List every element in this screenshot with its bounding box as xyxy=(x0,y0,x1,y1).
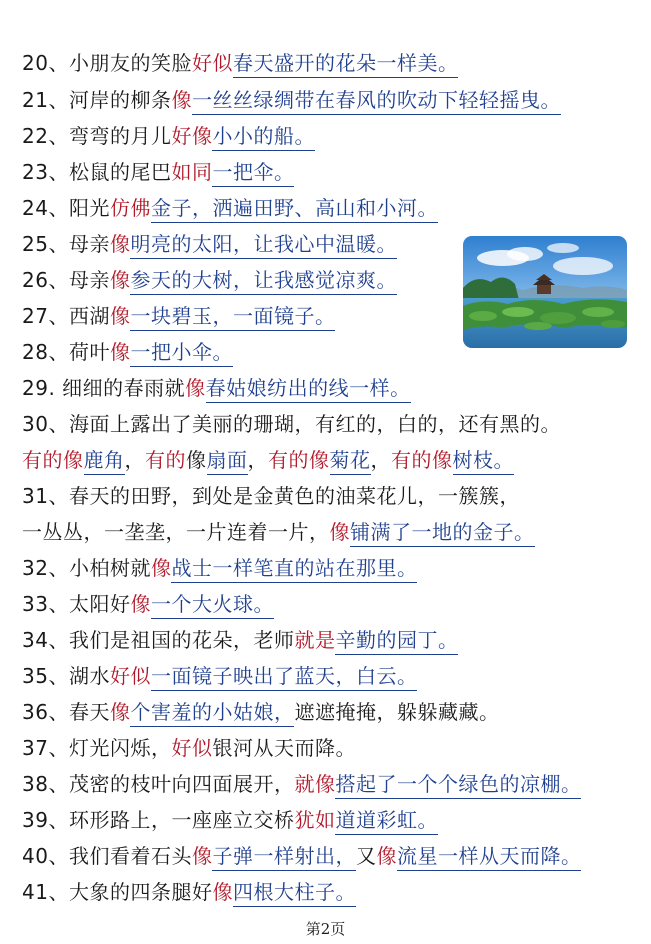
sentence-39: 39、环形路上，一座座立交桥犹如道道彩虹。 xyxy=(22,805,438,835)
sentence-25: 25、母亲像明亮的太阳，让我心中温暖。 xyxy=(22,229,397,259)
sentence-20: 20、小朋友的笑脸好似春天盛开的花朵一样美。 xyxy=(22,48,458,78)
page-number: 第2页 xyxy=(305,920,346,938)
sentence-34: 34、我们是祖国的花朵，老师就是辛勤的园丁。 xyxy=(22,625,458,655)
sentence-40: 40、我们看着石头像子弹一样射出，又像流星一样从天而降。 xyxy=(22,841,581,871)
sentence-36: 36、春天像个害羞的小姑娘，遮遮掩掩，躲躲藏藏。 xyxy=(22,697,499,727)
sentence-28: 28、荷叶像一把小伞。 xyxy=(22,337,233,367)
sentence-27: 27、西湖像一块碧玉，一面镜子。 xyxy=(22,301,335,331)
sentence-21: 21、河岸的柳条像一丝丝绿绸带在春风的吹动下轻轻摇曳。 xyxy=(22,85,561,115)
sentence-32: 32、小柏树就像战士一样笔直的站在那里。 xyxy=(22,553,417,583)
sentence-23: 23、松鼠的尾巴如同一把伞。 xyxy=(22,157,294,187)
sentence-38: 38、茂密的枝叶向四面展开，就像搭起了一个个绿色的凉棚。 xyxy=(22,769,581,799)
sentence-26: 26、母亲像参天的大树，让我感觉凉爽。 xyxy=(22,265,397,295)
sentence-41: 41、大象的四条腿好像四根大柱子。 xyxy=(22,877,356,907)
sentence-24: 24、阳光仿佛金子，洒遍田野、高山和小河。 xyxy=(22,193,438,223)
sentence-22: 22、弯弯的月儿好像小小的船。 xyxy=(22,121,315,151)
west-lake-photo xyxy=(463,236,627,348)
sentence-35: 35、湖水好似一面镜子映出了蓝天，白云。 xyxy=(22,661,417,691)
sentence-33: 33、太阳好像一个大火球。 xyxy=(22,589,274,619)
sentence-30-line1: 30、海面上露出了美丽的珊瑚，有红的，白的，还有黑的。 xyxy=(22,412,561,436)
sentence-29: 29. 细细的春雨就像春姑娘纺出的线一样。 xyxy=(22,373,411,403)
sentence-37: 37、灯光闪烁，好似银河从天而降。 xyxy=(22,736,356,760)
sentence-31-line1: 31、春天的田野，到处是金黄色的油菜花儿，一簇簇， xyxy=(22,484,520,508)
west-lake-illustration xyxy=(463,236,627,348)
sentence-31-line2: 一丛丛，一垄垄，一片连着一片，像铺满了一地的金子。 xyxy=(22,517,535,547)
sentence-30-line2: 有的像鹿角，有的像扇面，有的像菊花，有的像树枝。 xyxy=(22,445,514,475)
